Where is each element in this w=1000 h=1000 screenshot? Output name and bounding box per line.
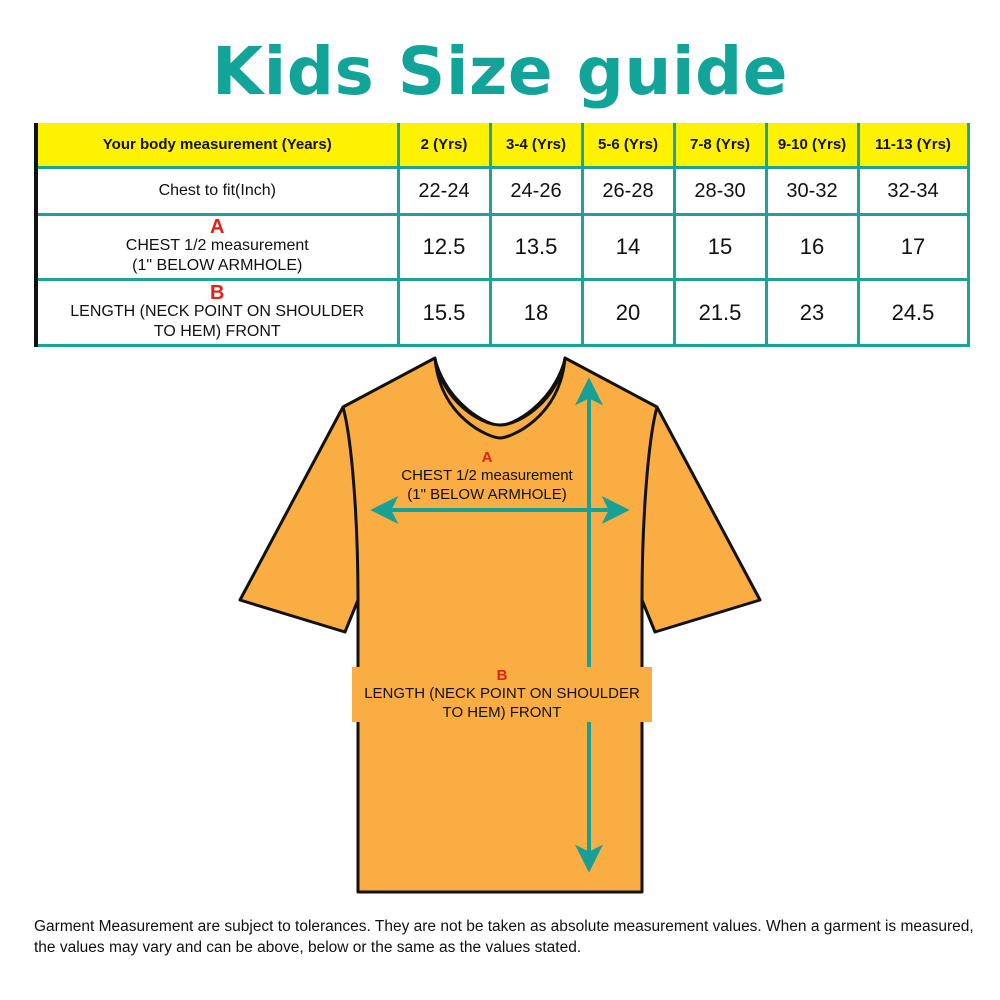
length-label-line1: LENGTH (NECK POINT ON SHOULDER	[364, 685, 640, 702]
page-title: Kids Size guide	[212, 33, 788, 110]
size-header: 11-13 (Yrs)	[858, 123, 968, 168]
measurement-letter: B	[210, 281, 225, 304]
table-cell: 32-34	[858, 168, 968, 215]
table-cell: 15.5	[398, 280, 490, 346]
table-cell: 26-28	[582, 168, 674, 215]
size-header: 2 (Yrs)	[398, 123, 490, 168]
table-cell: 21.5	[674, 280, 766, 346]
table-cell: 15	[674, 215, 766, 280]
table-cell: 20	[582, 280, 674, 346]
size-header: 7-8 (Yrs)	[674, 123, 766, 168]
table-cell: 28-30	[674, 168, 766, 215]
table-cell: 18	[490, 280, 582, 346]
size-header: 5-6 (Yrs)	[582, 123, 674, 168]
table-cell: 16	[766, 215, 858, 280]
table-cell: 30-32	[766, 168, 858, 215]
table-cell: 23	[766, 280, 858, 346]
length-label-line2: TO HEM) FRONT	[442, 704, 562, 721]
chest-label-line1: CHEST 1/2 measurement	[401, 467, 573, 484]
measurement-letter: A	[481, 449, 493, 466]
table-cell: 17	[858, 215, 968, 280]
table-cell: 24-26	[490, 168, 582, 215]
measurement-letter: B	[496, 667, 508, 684]
size-header: 9-10 (Yrs)	[766, 123, 858, 168]
chest-label-line2: (1" BELOW ARMHOLE)	[407, 486, 567, 503]
size-header: 3-4 (Yrs)	[490, 123, 582, 168]
table-cell: 22-24	[398, 168, 490, 215]
disclaimer-text: Garment Measurement are subject to tolerances. They are not be taken as absolute measurement values. When a garment is measured, the values may vary and can be above, below or the same as the values stated.	[34, 918, 974, 956]
header-label: Your body measurement (Years)	[36, 123, 398, 168]
chest-label	[380, 449, 594, 504]
row-label-text: LENGTH (NECK POINT ON SHOULDER	[70, 302, 365, 320]
table-cell: 14	[582, 215, 674, 280]
table-cell: 24.5	[858, 280, 968, 346]
table-cell: 12.5	[398, 215, 490, 280]
row-label-text-line2: TO HEM) FRONT	[153, 322, 281, 340]
row-label-text: Chest to fit(Inch)	[158, 182, 276, 199]
row-label-text-line2: (1" BELOW ARMHOLE)	[132, 257, 303, 274]
measurement-letter: A	[210, 216, 225, 238]
length-label	[352, 667, 652, 722]
row-label-text: CHEST 1/2 measurement	[125, 237, 309, 254]
table-cell: 13.5	[490, 215, 582, 280]
